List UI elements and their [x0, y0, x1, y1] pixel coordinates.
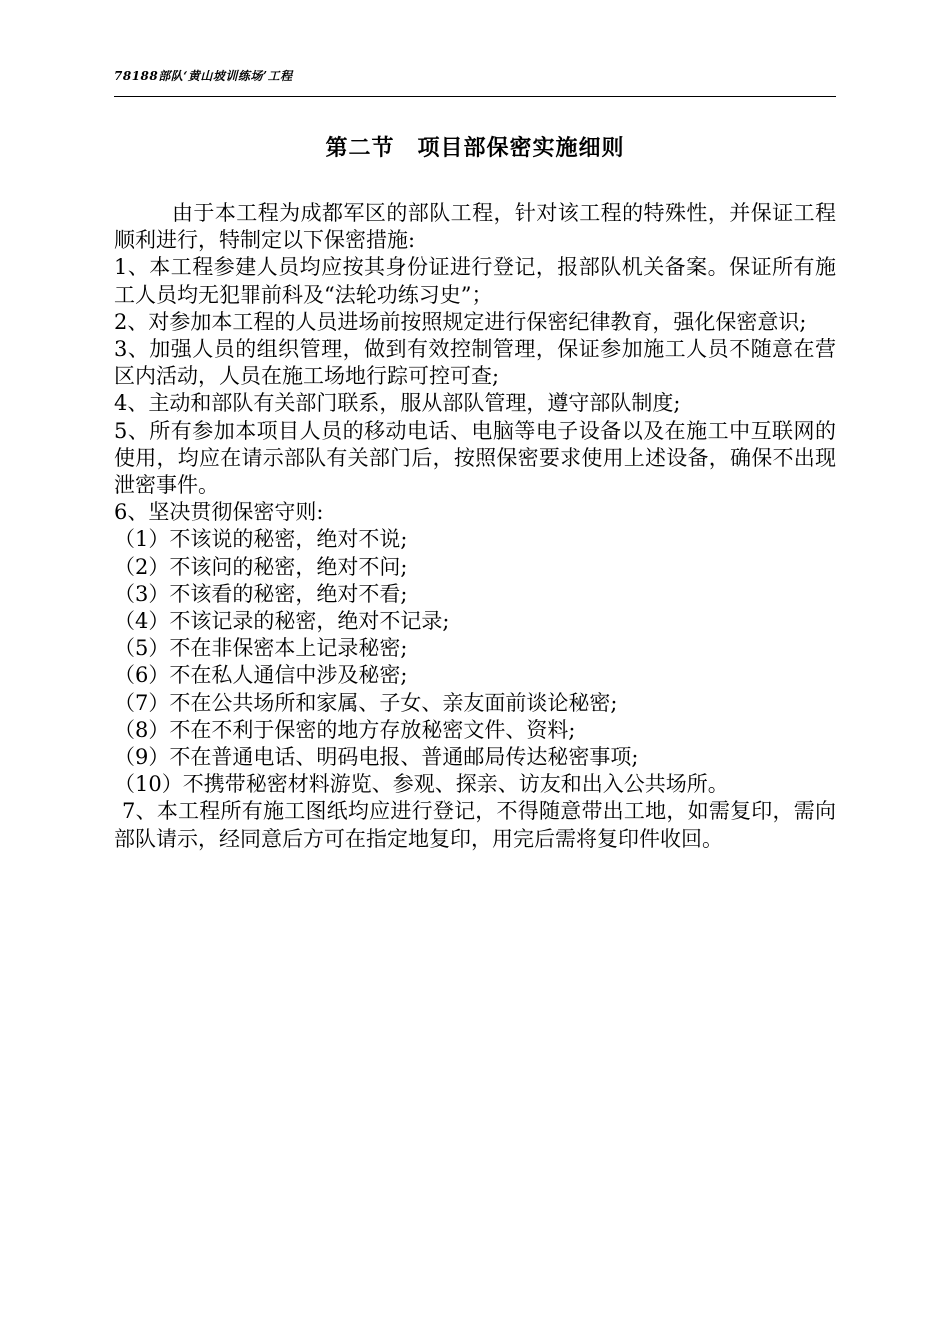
measure-item: 2、对参加本工程的人员进场前按照规定进行保密纪律教育，强化保密意识;	[114, 309, 807, 334]
document-body	[114, 200, 836, 853]
rule-item: （6）不在私人通信中涉及秘密;	[114, 663, 408, 688]
measure-item: 3、加强人员的组织管理，做到有效控制管理，保证参加施工人员不随意在营区内活动，人员在施工场地行踪可控可查;	[114, 337, 836, 389]
measure-item: 1、本工程参建人员均应按其身份证进行登记，报部队机关备案。保证所有施工人员均无犯罪前科及“法轮功练习史”；	[114, 255, 836, 307]
page-header	[114, 64, 836, 97]
rule-item: （10）不携带秘密材料游览、参观、探亲、访友和出入公共场所。	[114, 772, 729, 797]
intro-paragraph: 由于本工程为成都军区的部队工程，针对该工程的特殊性，并保证工程顺利进行，特制定以下保密措施:	[114, 201, 836, 253]
measure-item: 5、所有参加本项目人员的移动电话、电脑等电子设备以及在施工中互联网的使用，均应在请示部队有关部门后，按照保密要求使用上述设备，确保不出现泄密事件。	[114, 418, 836, 498]
rule-item: （2）不该问的秘密，绝对不问;	[114, 554, 408, 579]
measure-item: 4、主动和部队有关部门联系，服从部队管理，遵守部队制度;	[114, 391, 681, 416]
rule-item: （1）不该说的秘密，绝对不说;	[114, 527, 408, 552]
rule-item: （5）不在非保密本上记录秘密;	[114, 636, 408, 661]
rule-item: （4）不该记录的秘密，绝对不记录;	[114, 609, 450, 634]
rule-item: （8）不在不利于保密的地方存放秘密文件、资料;	[114, 717, 576, 742]
rule-item: （9）不在普通电话、明码电报、普通邮局传达秘密事项;	[114, 745, 639, 770]
measure-item: 7、本工程所有施工图纸均应进行登记，不得随意带出工地，如需复印，需向部队请示，经同意后方可在指定地复印，用完后需将复印件收回。	[114, 799, 836, 851]
header-project-name: 78188部队‘黄山坡训练场’工程	[114, 69, 293, 83]
measure-item: 6、坚决贯彻保密守则:	[114, 500, 324, 525]
rule-item: （7）不在公共场所和家属、子女、亲友面前谈论秘密;	[114, 690, 618, 715]
rule-item: （3）不该看的秘密，绝对不看;	[114, 581, 408, 606]
section-title: 第二节 项目部保密实施细则	[325, 136, 625, 161]
